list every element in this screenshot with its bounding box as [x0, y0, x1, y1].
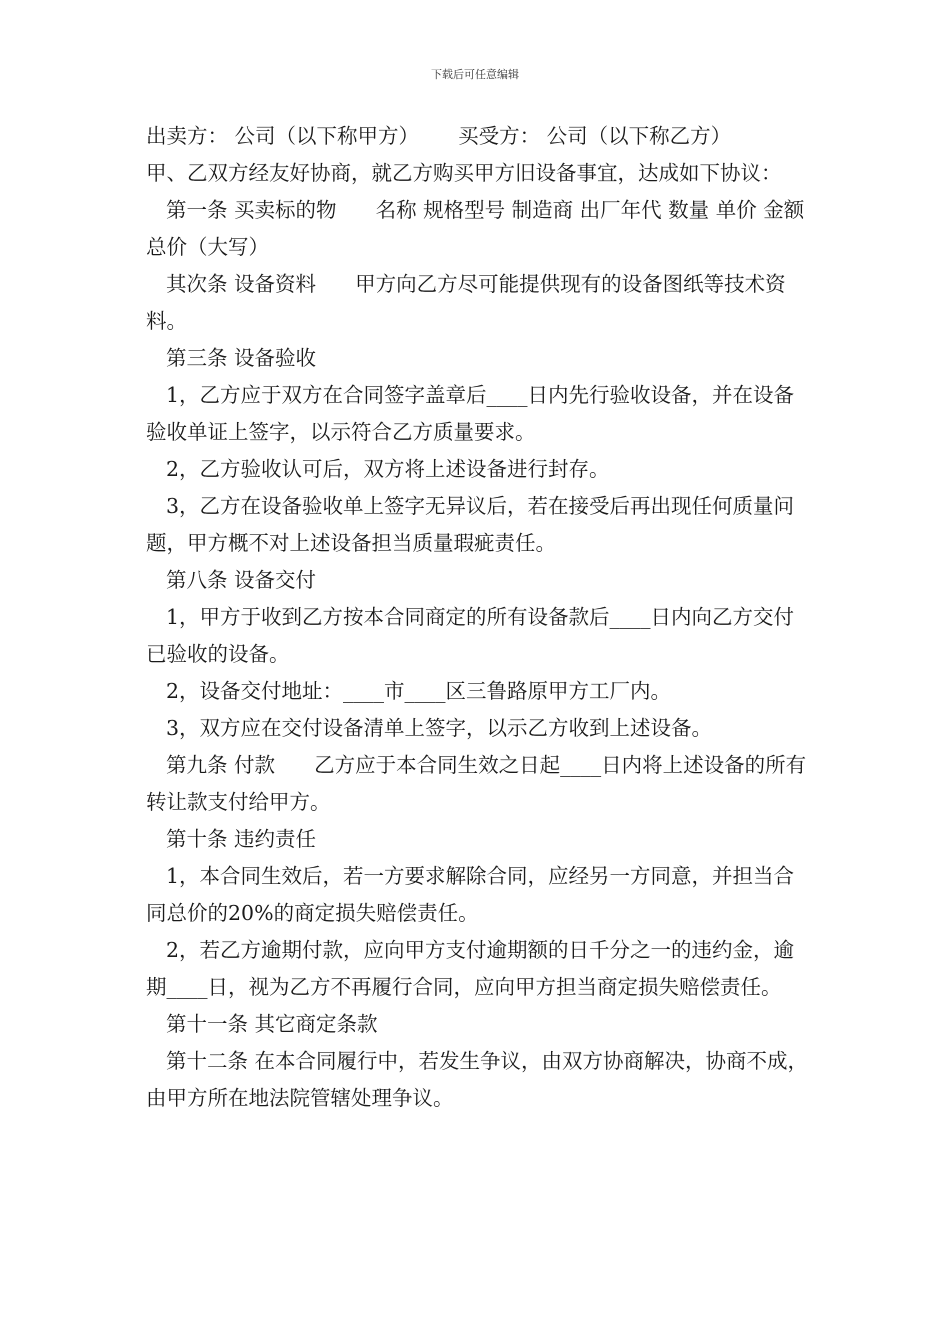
preamble: 甲、乙双方经友好协商，就乙方购买甲方旧设备事宜，达成如下协议： — [146, 161, 782, 185]
article-8-clause-1: 1，甲方于收到乙方按本合同商定的所有设备款后____日内向乙方交付已验收的设备。 — [146, 605, 795, 666]
article-12-disputes: 第十二条 在本合同履行中，若发生争议，由双方协商解决，协商不成，由甲方所在地法院管辖处理争议。 — [146, 1049, 809, 1110]
article-1-subject: 第一条 买卖标的物 名称 规格型号 制造商 出厂年代 数量 单价 金额 总价（大写） — [146, 198, 844, 259]
article-9-payment: 第九条 付款 乙方应于本合同生效之日起____日内将上述设备的所有转让款支付给甲方。 — [146, 753, 807, 814]
contract-body — [146, 118, 844, 1117]
article-10-heading: 第十条 违约责任 — [166, 827, 317, 851]
article-10-clause-1: 1，本合同生效后，若一方要求解除合同，应经另一方同意，并担当合同总价的20%的商定损失赔偿责任。 — [146, 864, 795, 925]
article-3-clause-2: 2，乙方验收认可后，双方将上述设备进行封存。 — [166, 457, 610, 481]
article-8-clause-2: 2，设备交付地址：____市____区三鲁路原甲方工厂内。 — [166, 679, 672, 703]
article-11-heading: 第十一条 其它商定条款 — [166, 1012, 378, 1036]
article-2-documents: 其次条 设备资料 甲方向乙方尽可能提供现有的设备图纸等技术资料。 — [146, 272, 786, 333]
parties-line: 出卖方： 公司（以下称甲方） 买受方： 公司（以下称乙方） — [146, 124, 732, 148]
article-10-clause-2: 2，若乙方逾期付款，应向甲方支付逾期额的日千分之一的违约金，逾期____日，视为乙方不再履行合同，应向甲方担当商定损失赔偿责任。 — [146, 938, 795, 999]
article-8-clause-3: 3，双方应在交付设备清单上签字，以示乙方收到上述设备。 — [166, 716, 713, 740]
article-8-heading: 第八条 设备交付 — [166, 568, 317, 592]
article-3-clause-1: 1，乙方应于双方在合同签字盖章后____日内先行验收设备，并在设备验收单证上签字，以示符合乙方质量要求。 — [146, 383, 795, 444]
article-3-heading: 第三条 设备验收 — [166, 346, 317, 370]
page-header-note: 下载后可任意编辑 — [431, 68, 519, 81]
article-3-clause-3: 3，乙方在设备验收单上签字无异议后，若在接受后再出现任何质量问题，甲方概不对上述设备担当质量瑕疵责任。 — [146, 494, 795, 555]
